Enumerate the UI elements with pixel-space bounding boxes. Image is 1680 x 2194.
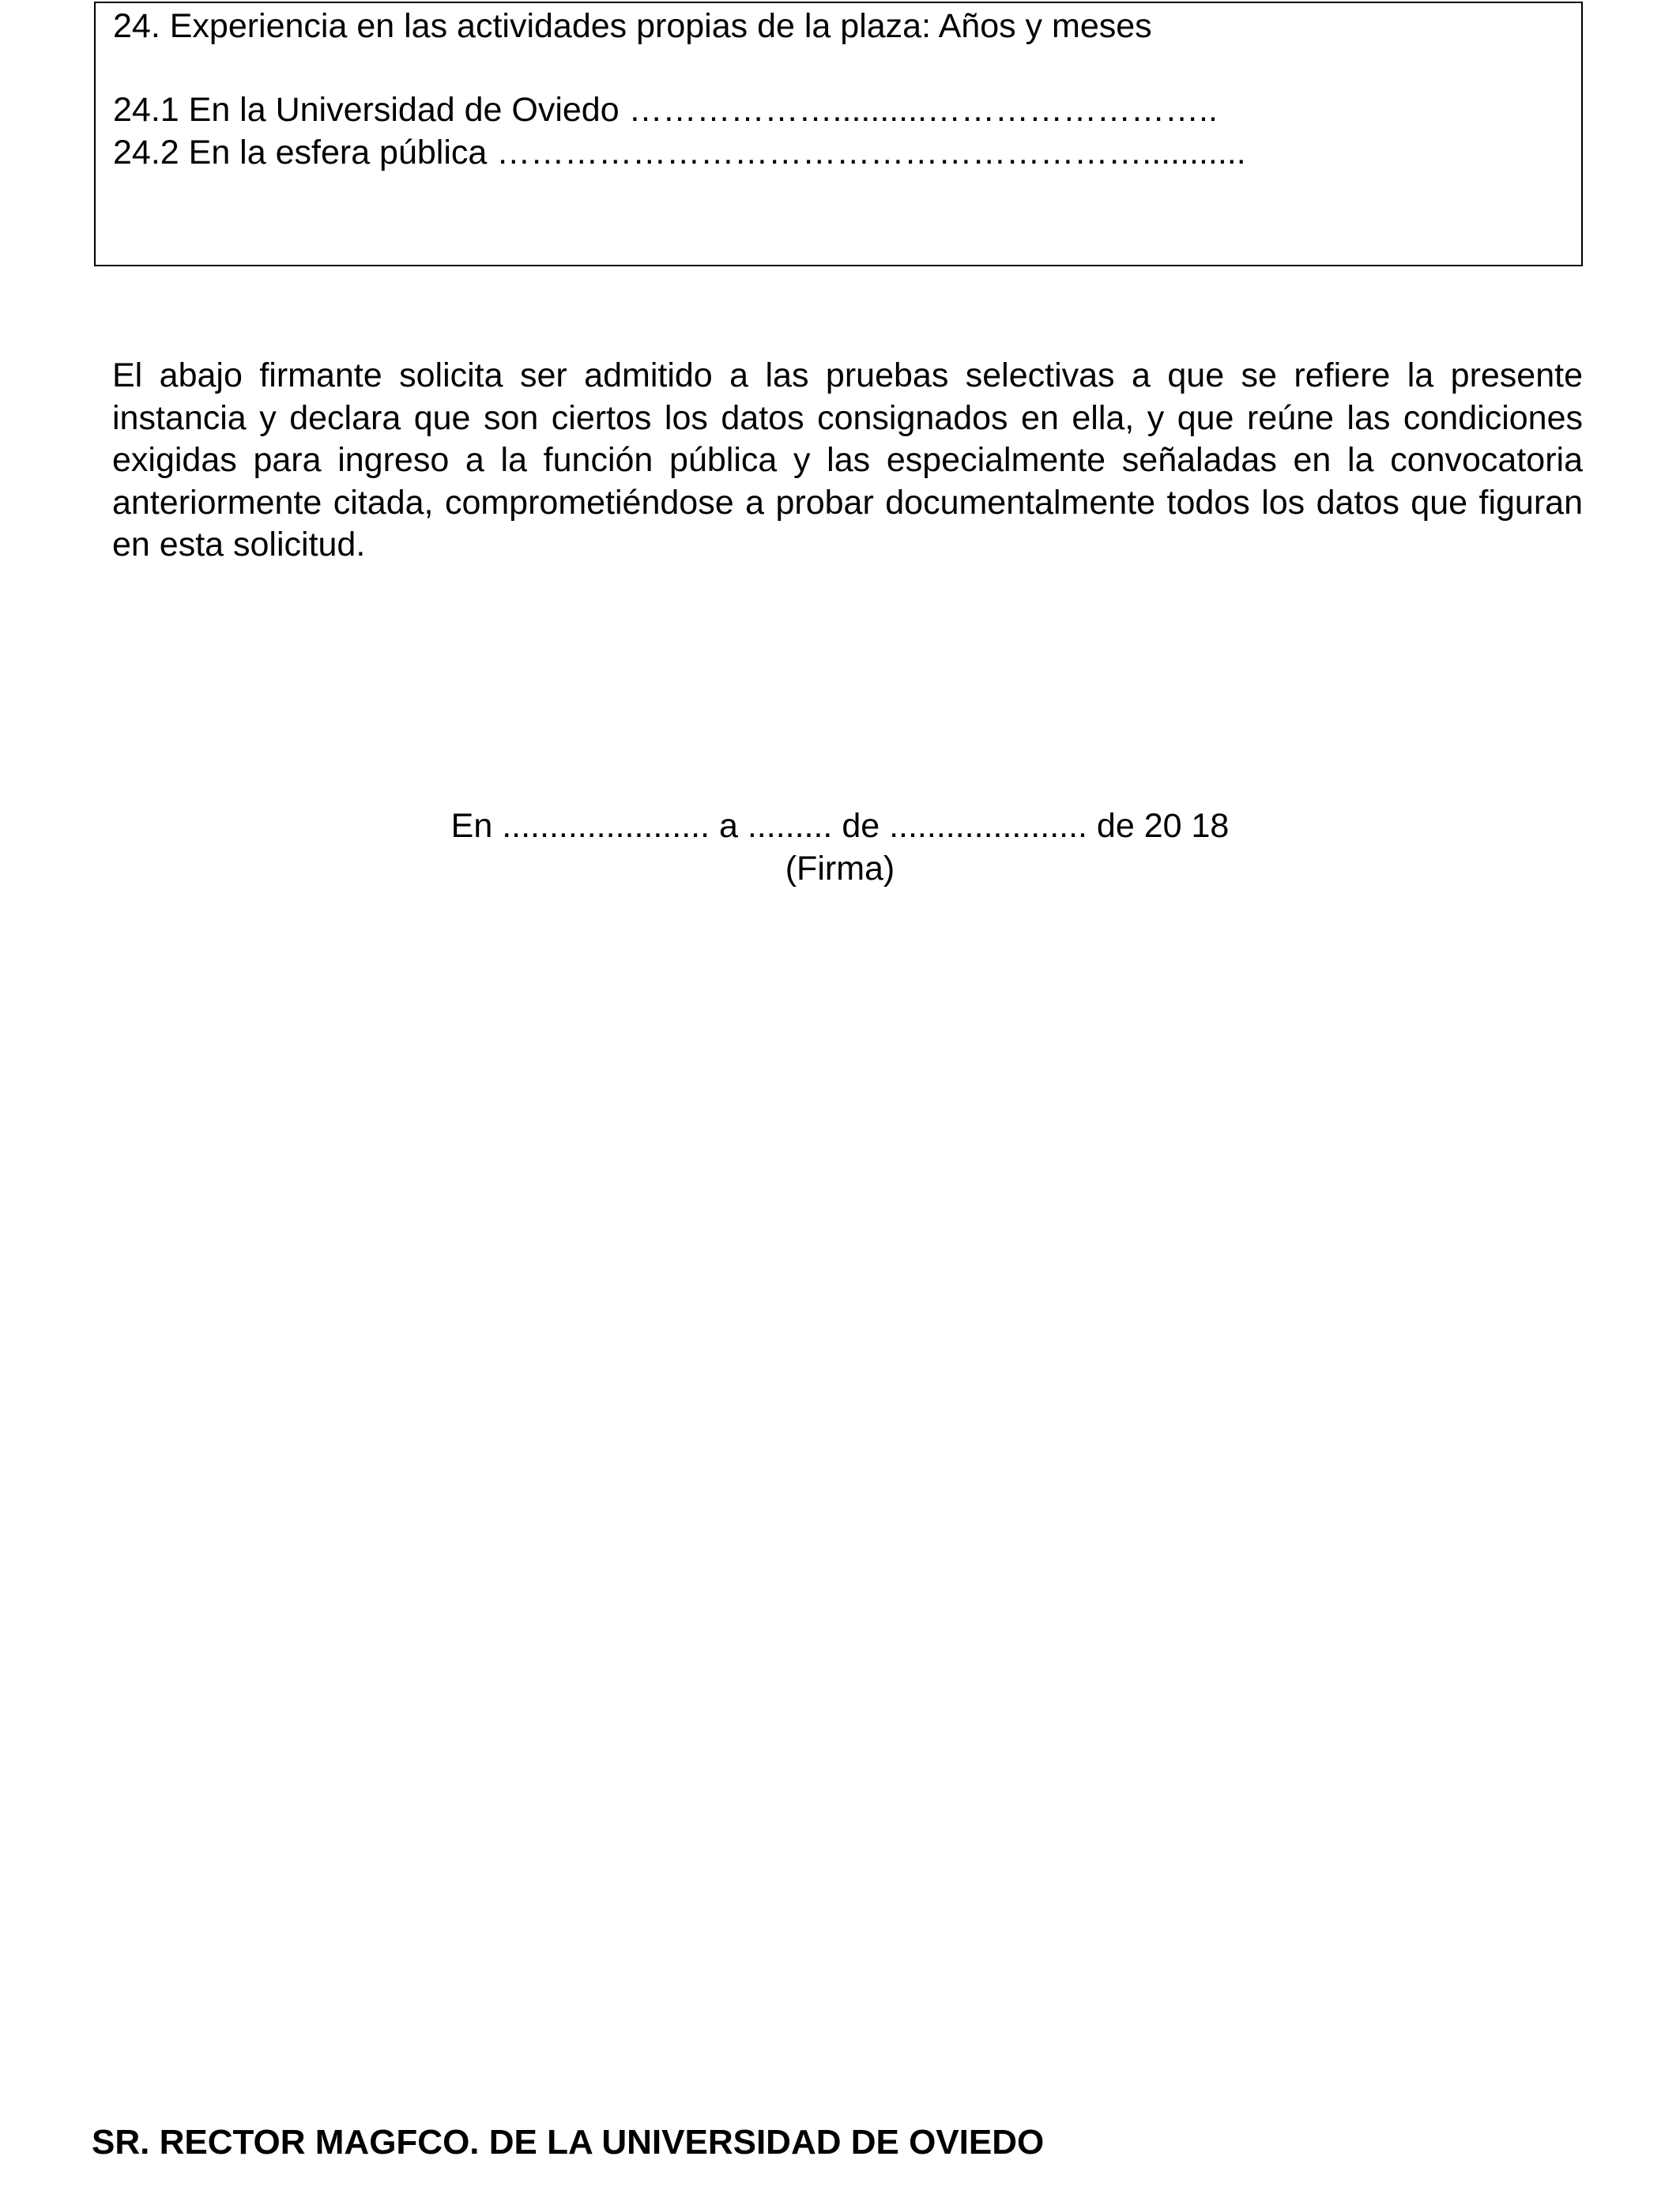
experience-university-field[interactable]: 24.1 En la Universidad de Oviedo ………………..........…………………….. [113, 91, 1218, 129]
experience-box [94, 2, 1583, 266]
place-date-field[interactable]: En ...................... a ......... de ..................... de 20 18 [450, 807, 1230, 845]
addressee: SR. RECTOR MAGFCO. DE LA UNIVERSIDAD DE OVIEDO [92, 2123, 1045, 2162]
signature-label: (Firma) [785, 850, 895, 888]
experience-public-sector-field[interactable]: 24.2 En la esfera pública …………………………………………………........... [113, 134, 1246, 172]
experience-title: 24. Experiencia en las actividades propias de la plaza: Años y meses [113, 7, 1152, 45]
declaration-paragraph: El abajo firmante solicita ser admitido a las pruebas selectivas a que se refiere la presente instancia y declara que son ciertos los datos consignados en ella, y que reúne las condiciones exigidas para ingreso a la función pública y las especialmente señaladas en la convocatoria anteriormente citada, comprometiéndose a probar documentalmente todos los datos que figuran en esta solicitud. [112, 356, 1583, 564]
